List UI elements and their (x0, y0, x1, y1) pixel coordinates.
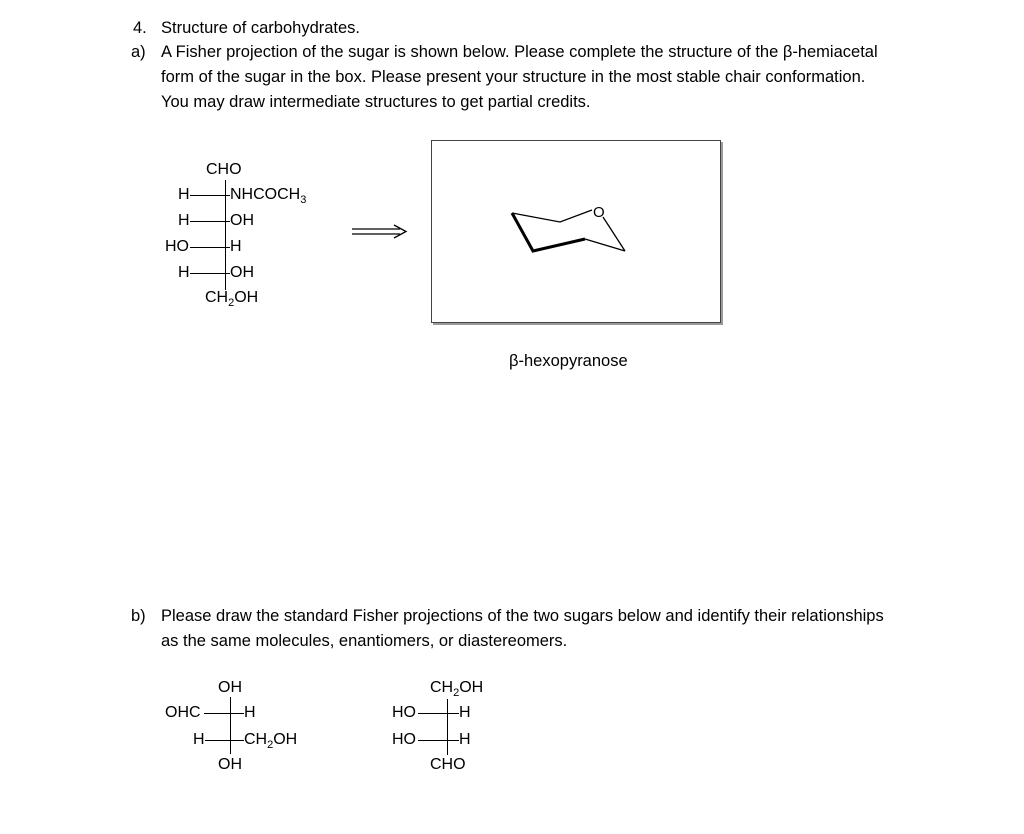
fischer-row1-right-text: NHCOCH (230, 186, 301, 203)
fischer-bottom-text: CH (205, 289, 229, 306)
question-title: Structure of carbohydrates. (161, 19, 361, 37)
box-caption: β-hexopyranose (509, 352, 628, 370)
ring-oxygen-label: O (593, 204, 605, 221)
part-a-line-3: You may draw intermediate structures to get partial credits. (161, 93, 591, 111)
reaction-arrow (350, 224, 410, 240)
part-a-marker: a) (131, 43, 146, 61)
right-top-tail: OH (459, 679, 484, 696)
left-bottom-group: OH (218, 756, 242, 773)
left-row1-bond (204, 713, 244, 714)
fischer-row4-bond (190, 273, 230, 274)
part-b-line-2: as the same molecules, enantiomers, or diastereomers. (161, 632, 568, 650)
right-row2-bond (418, 740, 459, 741)
left-row2-left: H (193, 731, 205, 748)
right-row1-right: H (459, 704, 471, 721)
right-top-group (430, 679, 483, 702)
fischer-row1-bond (190, 195, 230, 196)
fischer-row3-right: H (230, 238, 242, 255)
left-row2-right (244, 731, 297, 754)
right-top-subscript: 2 (453, 687, 460, 700)
right-bottom-group: CHO (430, 756, 466, 773)
fischer-top-group: CHO (206, 161, 242, 178)
chair-conformation (500, 195, 640, 265)
right-row1-bond (418, 713, 459, 714)
fischer-row1-right (230, 186, 306, 209)
fischer-row3-bond (190, 247, 230, 248)
left-row2-right-text: CH (244, 731, 268, 748)
fischer-row1-subscript: 3 (300, 194, 307, 207)
fischer-bottom-subscript: 2 (228, 297, 235, 310)
question-number: 4. (133, 19, 147, 37)
fischer-row2-bond (190, 221, 230, 222)
fischer-row3-left: HO (165, 238, 189, 255)
right-top-text: CH (430, 679, 454, 696)
left-row1-right: H (244, 704, 256, 721)
part-b-text (161, 604, 981, 654)
fischer-row4-left: H (178, 264, 190, 281)
part-a-line-2: form of the sugar in the box. Please present your structure in the most stable chair conformation. (161, 68, 866, 86)
part-a-text (161, 40, 981, 115)
fischer-row2-right: OH (230, 212, 254, 229)
fischer-row2-left: H (178, 212, 190, 229)
right-row2-right: H (459, 731, 471, 748)
left-top-group: OH (218, 679, 242, 696)
left-row2-subscript: 2 (267, 739, 274, 752)
part-b-line-1: Please draw the standard Fisher projections of the two sugars below and identify their relationships (161, 607, 884, 625)
fischer-bottom-group (205, 289, 258, 312)
left-row2-right-tail: OH (273, 731, 298, 748)
right-row1-left: HO (392, 704, 416, 721)
part-a-line-1: A Fisher projection of the sugar is shown below. Please complete the structure of the β-hemiacetal (161, 43, 878, 61)
right-row2-left: HO (392, 731, 416, 748)
part-b-marker: b) (131, 607, 146, 625)
fischer-row4-right: OH (230, 264, 254, 281)
right-backbone (447, 699, 448, 755)
left-backbone (230, 697, 231, 754)
fischer-bottom-tail: OH (234, 289, 259, 306)
left-row1-left: OHC (165, 704, 201, 721)
left-row2-bond (205, 740, 244, 741)
fischer-row1-left: H (178, 186, 190, 203)
